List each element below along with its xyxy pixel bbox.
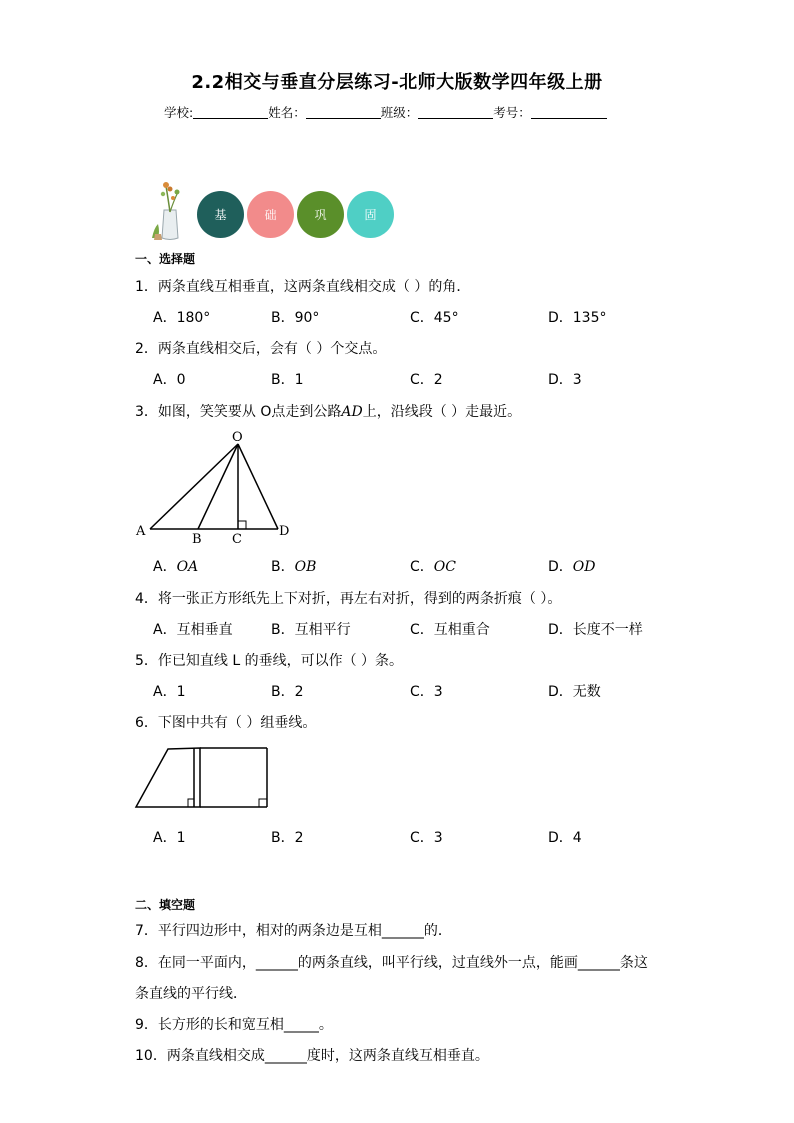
q3-road-var: AD — [341, 404, 363, 420]
q1-option-c[interactable]: C．45° — [410, 310, 459, 326]
label-a: A — [136, 524, 146, 539]
q3-option-c[interactable] — [410, 556, 456, 576]
question-7: 7．平行四边形中，相对的两条边是互相______的． — [135, 923, 452, 939]
q4-option-a[interactable]: A．互相垂直 — [153, 622, 233, 638]
q1-option-a[interactable]: A．180° — [153, 310, 211, 326]
question-4: 4．将一张正方形纸先上下对折，再左右对折，得到的两条折痕（ ）。 — [135, 591, 562, 607]
q3-triangle-figure — [130, 428, 300, 548]
school-blank[interactable] — [193, 118, 268, 119]
q4-option-c[interactable]: C．互相重合 — [410, 622, 490, 638]
label-b: B — [192, 532, 202, 547]
q3-option-b-var: OB — [294, 559, 317, 575]
q5-option-a[interactable]: A．1 — [153, 684, 186, 700]
q3-option-d-prefix: D． — [548, 559, 573, 575]
q2-option-d[interactable]: D．3 — [548, 372, 582, 388]
question-9: 9．长方形的长和宽互相_____。 — [135, 1017, 333, 1033]
q3-option-a-var: OA — [176, 559, 199, 575]
badge-gu: 固 — [347, 191, 394, 238]
q3-text-a: 3．如图，笑笑要从 O点走到公路 — [135, 404, 342, 420]
q3-text-b: 上，沿线段（ ）走最近。 — [362, 404, 522, 420]
badge-chu: 础 — [247, 191, 294, 238]
school-label: 学校: — [164, 105, 194, 120]
badge-ji: 基 — [197, 191, 244, 238]
q6-option-c[interactable]: C．3 — [410, 830, 443, 846]
q1-option-d[interactable]: D．135° — [548, 310, 607, 326]
q3-option-d-var: OD — [572, 559, 596, 575]
page-title: 2.2相交与垂直分层练习-北师大版数学四年级上册 — [191, 72, 603, 93]
q6-option-b[interactable]: B．2 — [271, 830, 304, 846]
number-label: 考号： — [493, 105, 531, 120]
number-blank[interactable] — [531, 118, 607, 119]
q2-option-c[interactable]: C．2 — [410, 372, 443, 388]
question-10: 10．两条直线相交成______度时，这两条直线互相垂直。 — [135, 1048, 489, 1064]
right-angle-mark-2 — [259, 799, 267, 807]
q3-option-b[interactable] — [271, 556, 316, 576]
question-5: 5．作已知直线 L 的垂线，可以作（ ）条。 — [135, 653, 404, 669]
q6-shape-figure — [130, 740, 275, 815]
q3-option-a-prefix: A． — [153, 559, 177, 575]
name-label: 姓名： — [268, 105, 306, 120]
question-8-line-2: 条直线的平行线． — [135, 986, 247, 1002]
q5-option-b[interactable]: B．2 — [271, 684, 304, 700]
label-c: C — [232, 532, 242, 547]
student-info-row — [164, 103, 607, 121]
q3-option-b-prefix: B． — [271, 559, 295, 575]
question-8-line-1: 8．在同一平面内，______的两条直线，叫平行线，过直线外一点，能画______条这 — [135, 955, 648, 971]
label-d: D — [279, 524, 290, 539]
q6-option-d[interactable]: D．4 — [548, 830, 582, 846]
plant-vase-illustration — [148, 180, 190, 242]
right-angle-mark — [238, 521, 246, 529]
segment-od — [238, 444, 278, 529]
segment-ob — [198, 444, 238, 529]
q3-option-d[interactable] — [548, 556, 595, 576]
right-angle-mark-1 — [188, 799, 194, 807]
section-fill-heading: 二、填空题 — [135, 898, 196, 912]
section-choice-heading: 一、选择题 — [135, 252, 196, 266]
question-1: 1．两条直线互相垂直，这两条直线相交成（ ）的角． — [135, 279, 471, 295]
class-label: 班级： — [380, 105, 419, 120]
parallelogram — [136, 748, 200, 807]
q4-option-d[interactable]: D．长度不一样 — [548, 622, 643, 638]
q1-option-b[interactable]: B．90° — [271, 310, 320, 326]
q4-option-b[interactable]: B．互相平行 — [271, 622, 351, 638]
question-6: 6．下图中共有（ ）组垂线。 — [135, 715, 317, 731]
q3-option-c-prefix: C． — [410, 559, 434, 575]
name-blank[interactable] — [306, 118, 381, 119]
q6-option-a[interactable]: A．1 — [153, 830, 186, 846]
q2-option-a[interactable]: A．0 — [153, 372, 186, 388]
question-2: 2．两条直线相交后，会有（ ）个交点。 — [135, 341, 387, 357]
q5-option-d[interactable]: D．无数 — [548, 684, 601, 700]
q5-option-c[interactable]: C．3 — [410, 684, 443, 700]
label-o: O — [232, 430, 243, 445]
class-blank[interactable] — [418, 118, 493, 119]
question-3 — [135, 401, 521, 421]
q3-option-c-var: OC — [433, 559, 456, 575]
q3-option-a[interactable] — [153, 556, 198, 576]
segment-oa — [150, 444, 238, 529]
q2-option-b[interactable]: B．1 — [271, 372, 304, 388]
badge-gong: 巩 — [297, 191, 344, 238]
